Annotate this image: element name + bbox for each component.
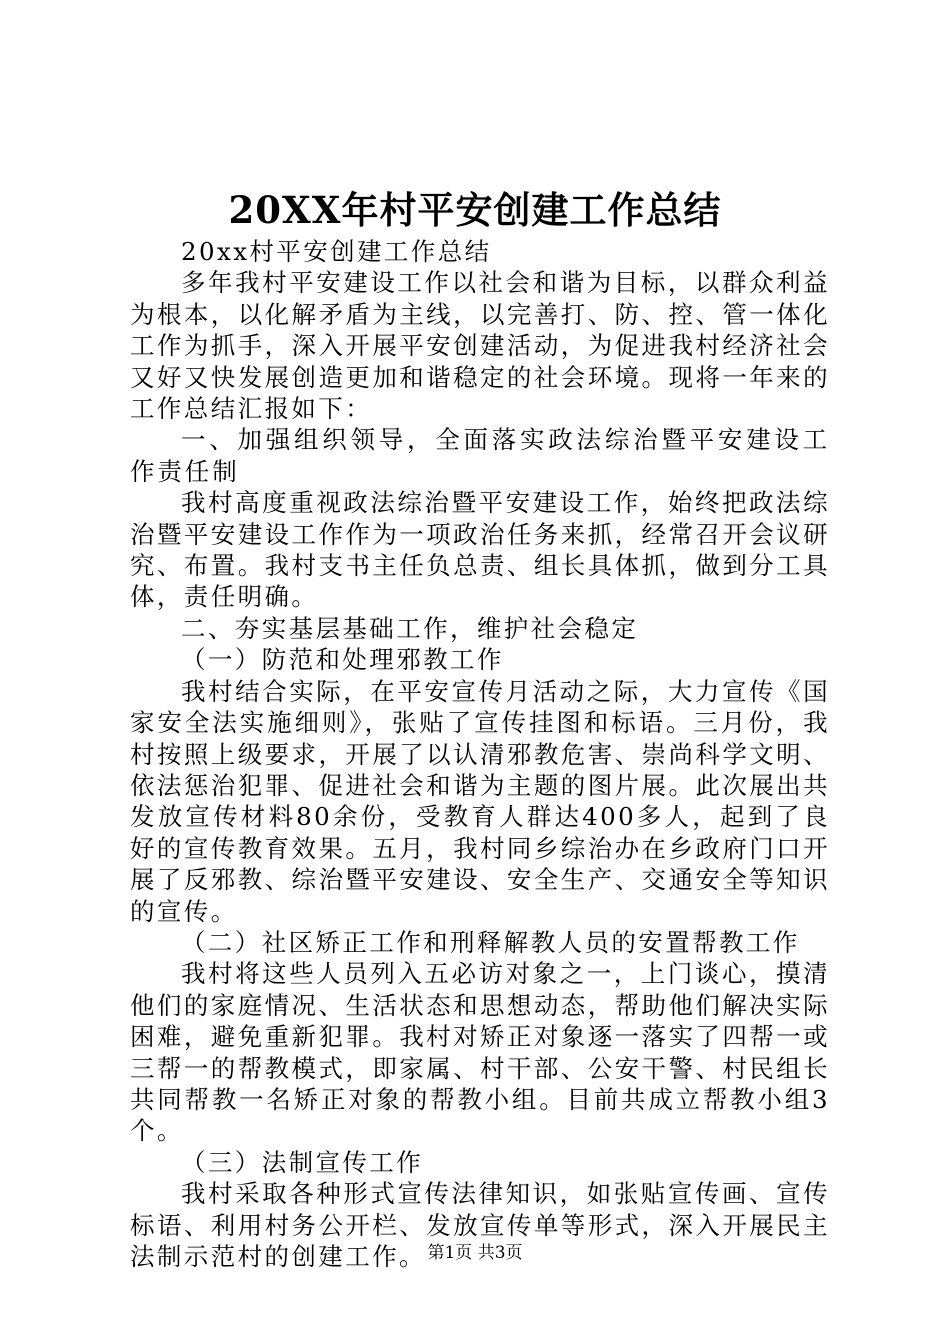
section-heading-2: 二、夯实基层基础工作，维护社会稳定 [181, 613, 639, 643]
subsection-3-paragraph: 我村采取各种形式宣传法律知识，如张贴宣传画、宣传标语、利用村务公开栏、发放宣传单等形式，深入开展民主法制示范村的创建工作。 [130, 1179, 830, 1271]
intro-paragraph: 多年我村平安建设工作以社会和谐为目标，以群众利益为根本，以化解矛盾为主线，以完善打、防、控、管一体化工作为抓手，深入开展平安创建活动，为促进我村经济社会又好又快发展创造更加和谐稳定的社会环境。现将一年来的工作总结汇报如下： [130, 268, 830, 424]
document-title: 20XX年村平安创建工作总结 [228, 188, 722, 232]
subsection-2-paragraph: 我村将这些人员列入五必访对象之一，上门谈心，摸清他们的家庭情况、生活状态和思想动态，帮助他们解决实际困难，避免重新犯罪。我村对矫正对象逐一落实了四帮一或三帮一的帮教模式，即家属、村干部、公安干警、村民组长共同帮教一名矫正对象的帮教小组。目前共成立帮教小组3个。 [130, 959, 830, 1146]
subsection-heading-1: （一）防范和处理邪教工作 [181, 645, 504, 675]
document-body [130, 236, 830, 1272]
section-1-paragraph: 我村高度重视政法综治暨平安建设工作，始终把政法综治暨平安建设工作作为一项政治任务来抓，经常召开会议研究、布置。我村支书主任负总责、组长具体抓，做到分工具体，责任明确。 [130, 488, 830, 612]
subsection-1-paragraph: 我村结合实际，在平安宣传月活动之际，大力宣传《国家安全法实施细则》，张贴了宣传挂图和标语。三月份，我村按照上级要求，开展了以认清邪教危害、崇尚科学文明、依法惩治犯罪、促进社会和谐为主题的图片展。此次展出共发放宣传材料80余份，受教育人群达400多人，起到了良好的宣传教育效果。五月，我村同乡综治办在乡政府门口开展了反邪教、综治暨平安建设、安全生产、交通安全等知识的宣传。 [130, 676, 830, 926]
subtitle-paragraph: 20xx村平安创建工作总结 [181, 237, 492, 266]
section-heading-1: 一、加强组织领导，全面落实政法综治暨平安建设工作责任制 [130, 425, 830, 486]
page-footer: 第1页 共3页 [427, 1243, 523, 1263]
subsection-heading-3: （三）法制宣传工作 [181, 1147, 424, 1177]
subsection-heading-2: （二）社区矫正工作和刑释解教人员的安置帮教工作 [181, 927, 800, 957]
